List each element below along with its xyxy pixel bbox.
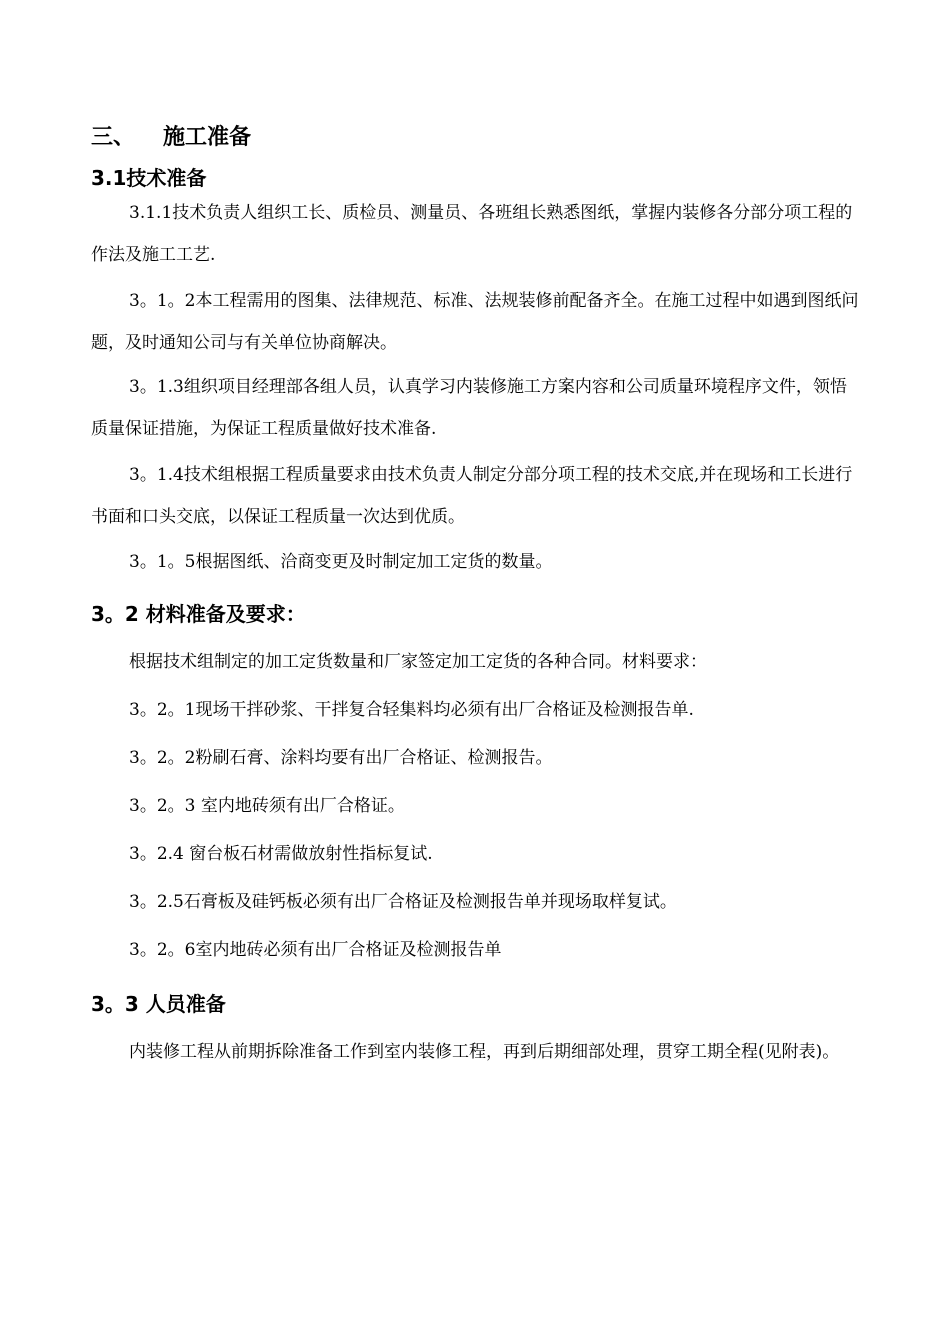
paragraph: 内装修工程从前期拆除准备工作到室内装修工程，再到后期细部处理，贯穿工期全程(见附表)。 <box>129 1042 840 1062</box>
paragraph: 3。2.4 窗台板石材需做放射性指标复试. <box>129 844 433 864</box>
section-number: 三、 <box>91 125 136 150</box>
paragraph: 3。2。6室内地砖必须有出厂合格证及检测报告单 <box>129 940 502 960</box>
paragraph: 3。1。2本工程需用的图集、法律规范、标准、法规装修前配备齐全。在施工过程中如遇到图纸问题，及时通知公司与有关单位协商解决。 <box>91 291 859 353</box>
section-title: 施工准备 <box>163 125 252 150</box>
paragraph: 3。2.5石膏板及硅钙板必须有出厂合格证及检测报告单并现场取样复试。 <box>129 892 677 912</box>
subsection-heading-materials: 3。2 材料准备及要求： <box>91 602 306 626</box>
subsection-heading-technical: 3.1技术准备 <box>91 166 207 190</box>
paragraph: 3。1.4技术组根据工程质量要求由技术负责人制定分部分项工程的技术交底,并在现场和工长进行书面和口头交底，以保证工程质量一次达到优质。 <box>91 465 853 527</box>
paragraph: 3。2。2粉刷石膏、涂料均要有出厂合格证、检测报告。 <box>129 748 553 768</box>
paragraph: 根据技术组制定的加工定货数量和厂家签定加工定货的各种合同。材料要求： <box>129 652 707 672</box>
paragraph: 3。1。5根据图纸、洽商变更及时制定加工定货的数量。 <box>129 552 553 572</box>
paragraph: 3.1.1技术负责人组织工长、质检员、测量员、各班组长熟悉图纸，掌握内装修各分部分项工程的作法及施工工艺. <box>91 203 853 265</box>
paragraph: 3。1.3组织项目经理部各组人员，认真学习内装修施工方案内容和公司质量环境程序文件，领悟质量保证措施，为保证工程质量做好技术准备. <box>91 377 847 439</box>
section-heading <box>91 120 251 151</box>
paragraph: 3。2。1现场干拌砂浆、干拌复合轻集料均必须有出厂合格证及检测报告单. <box>129 700 694 720</box>
paragraph: 3。2。3 室内地砖须有出厂合格证。 <box>129 796 405 816</box>
subsection-heading-personnel: 3。3 人员准备 <box>91 992 226 1016</box>
